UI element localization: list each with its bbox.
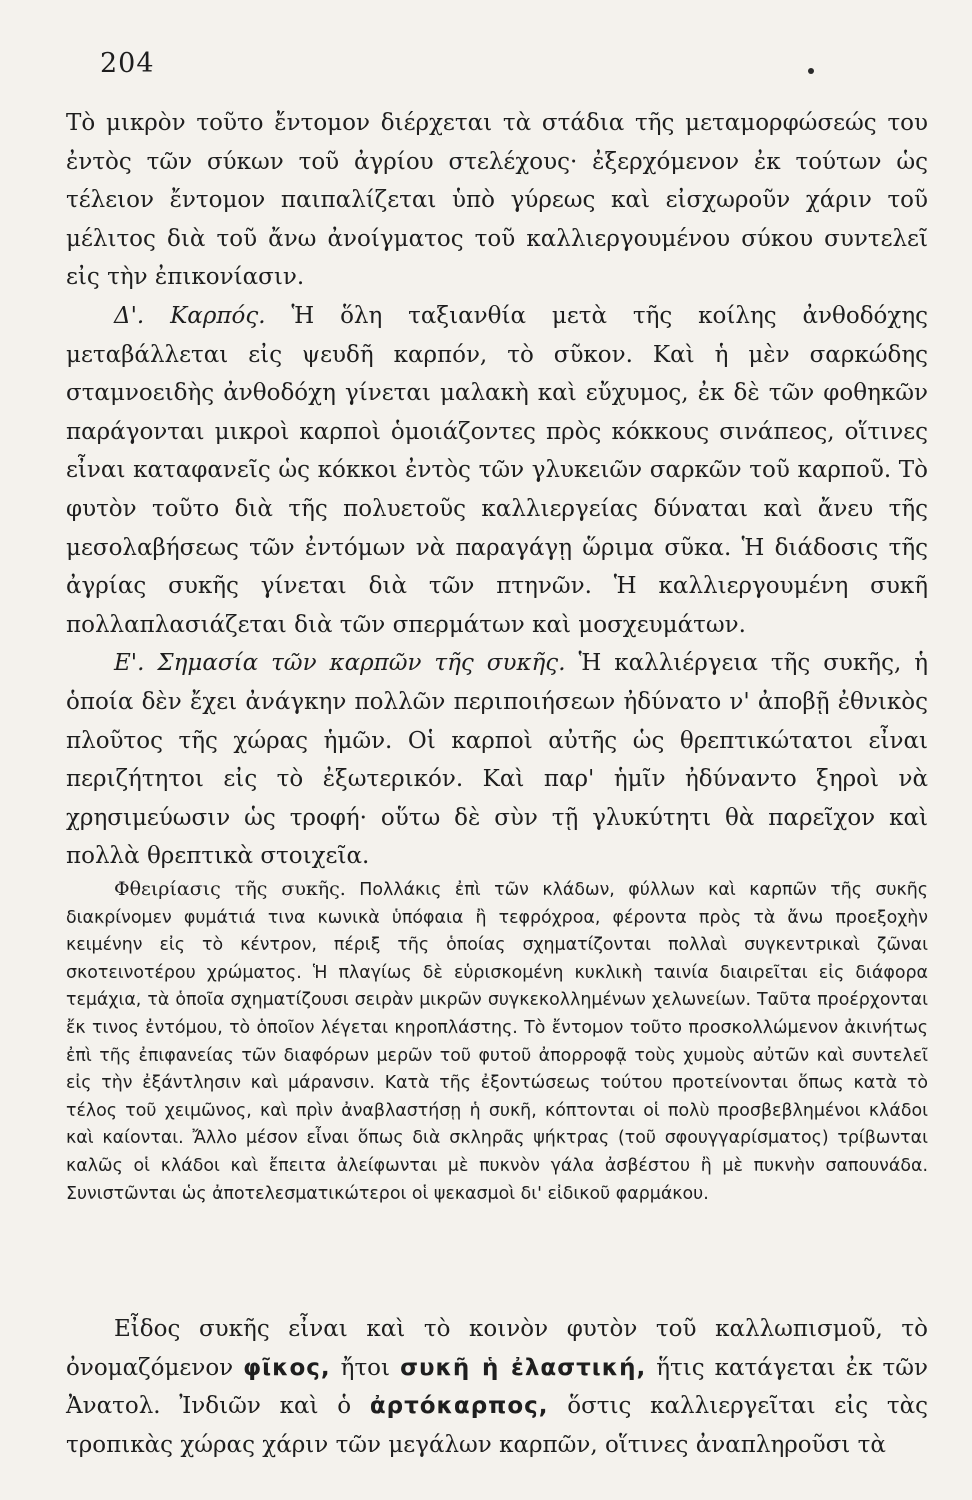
term-fikos: φῖκος, <box>243 1354 331 1381</box>
closing-text-block <box>66 1310 928 1464</box>
small-print-block <box>66 876 928 1208</box>
main-text-block <box>66 104 928 876</box>
paragraph-fig-species <box>66 1310 928 1464</box>
paragraph-importance <box>66 644 928 876</box>
section-heading-fruit: Δ'. Καρπός. <box>114 302 266 329</box>
page-number: 204 <box>100 48 155 79</box>
species-text-b: ἤτοι <box>330 1354 401 1381</box>
species-text-a: Εἶδος συκῆς εἶναι καὶ τὸ κοινὸν φυτὸν τοῦ καλλωπισμοῦ, τὸ ὀνομαζόμενον <box>66 1316 928 1381</box>
term-breadfruit: ἀρτόκαρπος, <box>369 1393 549 1420</box>
section-heading-importance: Ε'. Σημασία τῶν καρπῶν τῆς συκῆς. <box>114 650 566 677</box>
ink-speck <box>808 68 814 74</box>
pest-heading: Φθειρίασις τῆς συκῆς. <box>114 878 346 900</box>
paragraph-fig-pest <box>66 876 928 1208</box>
paragraph-importance-body: Ἡ καλλιέργεια τῆς συκῆς, ἡ ὁποία δὲν ἔχει ἀνάγκην πολλῶν περιποιήσεων ἠδύνατο ν' ἀποβῇ ἐθνικὸς πλοῦτος τῆς χώρας ἡμῶν. Οἱ καρποὶ αὐτῆς ὡς θρεπτικώτατοι εἶναι περιζήτητοι εἰς τὸ ἐξωτερικόν. Καὶ παρ' ἡμῖν ἠδύναντο ξηροὶ νὰ χρησιμεύωσιν ὡς τροφή· οὕτω δὲ σὺν τῇ γλυκύτητι θὰ παρεῖχον καὶ πολλὰ θρεπτικὰ στοιχεῖα. <box>66 650 928 870</box>
paragraph-fruit <box>66 297 928 644</box>
paragraph-fruit-body: Ἡ ὅλη ταξιανθία μετὰ τῆς κοίλης ἀνθοδόχης μεταβάλλεται εἰς ψευδῆ καρπόν, τὸ σῦκον. Καὶ ἡ μὲν σαρκώδης σταμνοειδὴς ἀνθοδόχη γίνεται μαλακὴ καὶ εὔχυμος, ἐκ δὲ τῶν φοθηκῶν παράγονται μικροὶ καρποὶ ὁμοιάζοντες πρὸς κόκκους σινάπεος, οἵτινες εἶναι καταφανεῖς ὡς κόκκοι ἐντὸς τῶν γλυκειῶν σαρκῶν τοῦ καρποῦ. Τὸ φυτὸν τοῦτο διὰ τῆς πολυετοῦς καλλιεργείας δύναται καὶ ἄνευ τῆς μεσολαβήσεως τῶν ἐντόμων νὰ παραγάγῃ ὥριμα σῦκα. Ἡ διάδοσις τῆς ἀγρίας συκῆς γίνεται διὰ τῶν πτηνῶν. Ἡ καλλιεργουμένη συκῆ πολλαπλασιάζεται διὰ τῶν σπερμάτων καὶ μοσχευμάτων. <box>66 302 928 638</box>
paragraph-insect: Τὸ μικρὸν τοῦτο ἔντομον διέρχεται τὰ στάδια τῆς μεταμορφώσεώς του ἐντὸς τῶν σύκων τοῦ ἀγρίου στελέχους· ἐξερχόμενον ἐκ τούτων ὡς τέλειον ἔντομον παιπαλίζεται ὑπὸ γύρεως καὶ εἰσχωροῦν χάριν τοῦ μέλιτος διὰ τοῦ ἄνω ἀνοίγματος τοῦ καλλιεργουμένου σύκου συντελεῖ εἰς τὴν ἐπικονίασιν. <box>66 110 928 291</box>
pest-body: Πολλάκις ἐπὶ τῶν κλάδων, φύλλων καὶ καρπῶν τῆς συκῆς διακρίνομεν φυμάτιά τινα κωνικὰ ὑπόφαια ἢ τεφρόχροα, φέροντα πρὸς τὰ ἄνω προεξοχὴν κειμένην εἰς τὸ κέντρον, πέριξ τῆς ὁποίας σχηματίζονται πολλαὶ συγκεντρικαὶ ζῶναι σκοτεινοτέρου χρώματος. Ἡ πλαγίως δὲ εὑρισκομένη κυκλικὴ ταινία διαιρεῖται εἰς διάφορα τεμάχια, τὰ ὁποῖα σχηματίζουσι σειρὰν μικρῶν συγκεκολλημένων χελωνείων. Ταῦτα προέρχονται ἔκ τινος ἐντόμου, τὸ ὁποῖον λέγεται κηροπλάστης. Τὸ ἔντομον τοῦτο προσκολλώμενον ἀκινήτως ἐπὶ τῆς ἐπιφανείας τῶν διαφόρων μερῶν τοῦ φυτοῦ ἀπορροφᾷ τοὺς χυμοὺς αὐτῶν καὶ συντελεῖ εἰς τὴν ἐξάντλησιν καὶ μάρανσιν. Κατὰ τῆς ἐξοντώσεως τούτου προτείνονται ὅπως κατὰ τὸ τέλος τοῦ χειμῶνος, καὶ πρὶν ἀναβλαστήσῃ ἡ συκῆ, κόπτονται οἱ πολὺ προσβεβλημένοι κλάδοι καὶ καίονται. Ἄλλο μέσον εἶναι ὅπως διὰ σκληρᾶς ψήκτρας (τοῦ σφουγγαρίσματος) τρίβωνται καλῶς οἱ κλάδοι καὶ ἔπειτα ἀλείφωνται μὲ πυκνὸν γάλα ἀσβέστου ἢ μὲ πυκνὴν σαπουνάδα. Συνιστῶνται ὡς ἀποτελεσματικώτεροι οἱ ψεκασμοὶ δι' εἰδικοῦ φαρμάκου. <box>66 880 928 1204</box>
term-elastic-fig: συκῆ ἡ ἐλαστική, <box>400 1354 647 1381</box>
species-text-d: ὅστις καλλιεργεῖται εἰς τὰς τροπικὰς χώρας χάριν τῶν μεγάλων καρπῶν, οἵτινες ἀναπληροῦσι τὰ <box>66 1393 929 1458</box>
species-text-c: ἥτις κατάγεται ἐκ τῶν Ἀνατολ. Ἰνδιῶν καὶ ὁ <box>66 1354 928 1420</box>
